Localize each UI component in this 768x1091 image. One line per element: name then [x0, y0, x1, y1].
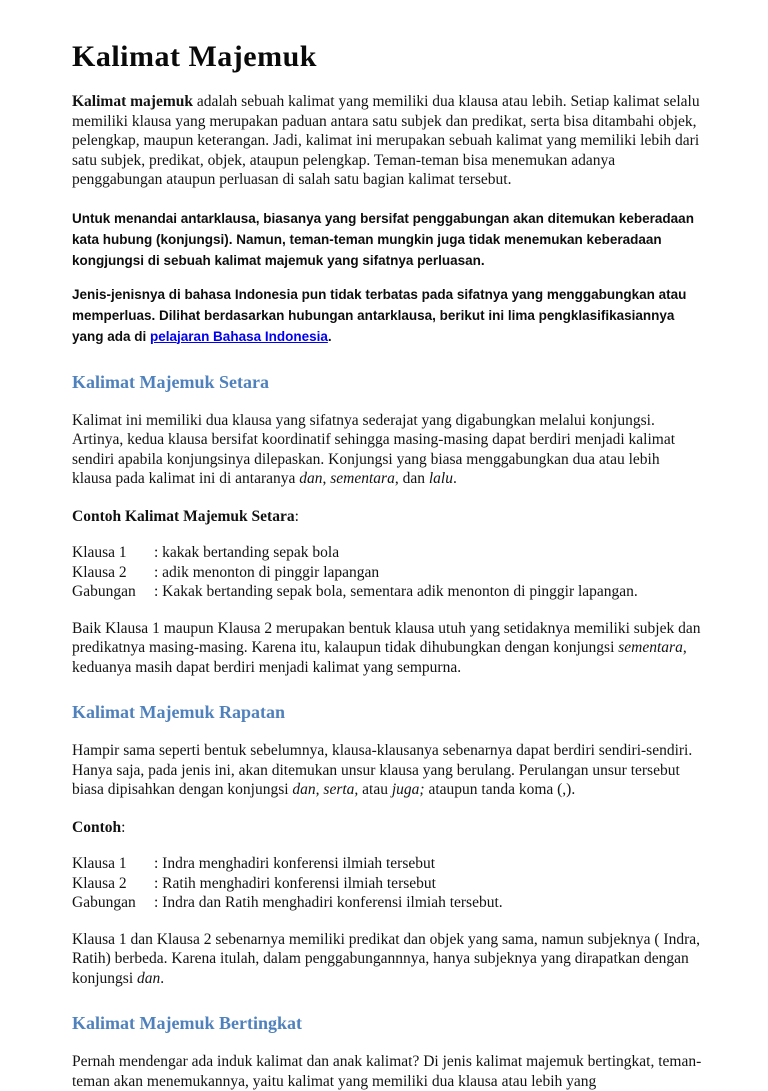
table-row — [72, 563, 702, 583]
table-row — [72, 582, 702, 602]
intro-paragraph — [72, 92, 702, 190]
section-heading-setara: Kalimat Majemuk Setara — [72, 371, 269, 392]
row-label: Klausa 2 — [72, 874, 127, 892]
section-heading-bertingkat: Kalimat Majemuk Bertingkat — [72, 1013, 302, 1033]
text-segment: adalah sebuah kalimat yang memiliki dua klausa atau lebih. Setiap kalimat selalu memiliki klausa yang merupakan paduan antara satu subjek dan predikat, serta bisa ditambahi objek, pelengkap, maupun keterangan. Jadi, kalimat ini merupakan sebuah kalimat yang memiliki lebih dari satu subjek, predikat, objek, ataupun pelengkap. Teman-teman bisa menemukan adanya penggabungan ataupun perluasan di salah satu bagian kalimat tersebut. — [72, 93, 700, 188]
row-label: Klausa 2 — [72, 563, 127, 581]
contoh-setara-line — [72, 507, 702, 527]
italic-text: dan, serta, — [292, 781, 359, 798]
table-row — [72, 893, 702, 913]
text-segment: Pernah mendengar ada induk kalimat dan anak kalimat? Di jenis kalimat majemuk bertingkat, teman-teman akan menemukannya, yaitu kalimat yang memiliki dua klausa atau lebih yang — [72, 1053, 702, 1090]
text-segment: Baik Klausa 1 maupun Klausa 2 merupakan bentuk klausa utuh yang setidaknya memiliki subjek dan predikatnya masing-masing. Karena itu, kalaupun tidak dihubungkan dengan konjungsi — [72, 619, 701, 656]
text-segment: Jenis-jenisnya di bahasa Indonesia pun tidak terbatas pada sifatnya yang menggabungkan atau memperluas. Dilihat berdasarkan hubungan antarklausa, berikut ini lima pengklasifikasiannya yang ada di — [72, 286, 687, 344]
example-rows-rapatan — [72, 854, 702, 913]
italic-text: juga; — [391, 781, 425, 798]
text-segment: . — [327, 328, 332, 344]
inline-link[interactable]: pelajaran Bahasa Indonesia — [150, 328, 328, 344]
note-paragraph-jenis — [72, 284, 702, 347]
example-rows-setara — [72, 543, 702, 602]
text-segment: , dan — [394, 470, 429, 487]
italic-text: dan — [299, 470, 323, 487]
italic-text: sementara — [330, 470, 395, 487]
text-segment: Hampir sama seperti bentuk sebelumnya, klausa-klausanya sebenarnya dapat berdiri sendiri-sendiri. Hanya saja, pada jenis ini, akan ditemukan unsur klausa yang berulang. Perulangan unsur tersebut biasa dipisahkan dengan konjungsi — [72, 742, 693, 798]
italic-text: sementara — [618, 639, 683, 656]
contoh-rapatan-line — [72, 818, 702, 838]
italic-text: dan — [137, 969, 161, 987]
row-value: : kakak bertanding sepak bola — [154, 544, 340, 561]
section-heading-rapatan: Kalimat Majemuk Rapatan — [72, 702, 285, 722]
row-label: Klausa 1 — [72, 855, 127, 872]
row-value: : Ratih menghadiri konferensi ilmiah tersebut — [154, 874, 436, 892]
table-row — [72, 854, 702, 874]
row-value: : Indra menghadiri konferensi ilmiah tersebut — [154, 855, 436, 872]
note-paragraph-konjungsi: Untuk menandai antarklausa, biasanya yang bersifat penggabungan akan ditemukan keberadaan kata hubung (konjungsi). Namun, teman-teman mungkin juga tidak menemukan keberadaan kongjungsi di sebuah kalimat majemuk yang sifatnya perluasan. — [72, 210, 694, 268]
text-segment: Kalimat ini memiliki dua klausa yang sifatnya sederajat yang digabungkan melalui konjungsi. Artinya, kedua klausa bersifat koordinatif sehingga masing-masing dapat berdiri menjadi kalimat sendiri apabila konjungsinya dilepaskan. Konjungsi yang biasa menggabungkan dua atau lebih klausa pada kalimat ini di antaranya — [72, 411, 676, 487]
row-label: Gabungan — [72, 583, 136, 600]
italic-text: lalu — [428, 470, 453, 487]
table-row — [72, 543, 702, 563]
text-segment: , keduanya masih dapat berdiri menjadi kalimat yang sempurna. — [72, 639, 687, 676]
text-segment: atau — [358, 781, 392, 798]
text-segment: . — [452, 470, 457, 487]
text-segment: ataupun tanda koma (,). — [424, 781, 576, 798]
row-label: Gabungan — [72, 894, 136, 911]
section-rapatan-body — [72, 741, 702, 800]
text-segment: , — [322, 470, 331, 487]
contoh-rapatan-label: Contoh — [72, 818, 122, 836]
section-setara-body — [72, 411, 702, 489]
section-bertingkat-body — [72, 1052, 702, 1091]
contoh-setara-label: Contoh Kalimat Majemuk Setara — [72, 507, 295, 525]
document-title: Kalimat Majemuk — [72, 40, 317, 73]
bold-text: Kalimat majemuk — [72, 93, 193, 110]
text-segment: . — [160, 969, 165, 987]
row-value: : adik menonton di pinggir lapangan — [154, 563, 380, 581]
row-value: : Kakak bertanding sepak bola, sementara adik menonton di pinggir lapangan. — [154, 583, 638, 600]
contoh-setara-colon: : — [294, 507, 299, 525]
table-row — [72, 874, 702, 894]
section-rapatan-explanation — [72, 930, 702, 989]
text-segment: Klausa 1 dan Klausa 2 sebenarnya memiliki predikat dan objek yang sama, namun subjeknya ( Indra, Ratih) berbeda. Karena itulah, dalam penggabungannnya, hanya subjeknya yang dirapatkan dengan konjungsi — [72, 930, 700, 987]
row-value: : Indra dan Ratih menghadiri konferensi ilmiah tersebut. — [154, 894, 503, 911]
section-setara-explanation — [72, 619, 702, 678]
row-label: Klausa 1 — [72, 544, 127, 561]
contoh-rapatan-colon: : — [121, 818, 126, 836]
